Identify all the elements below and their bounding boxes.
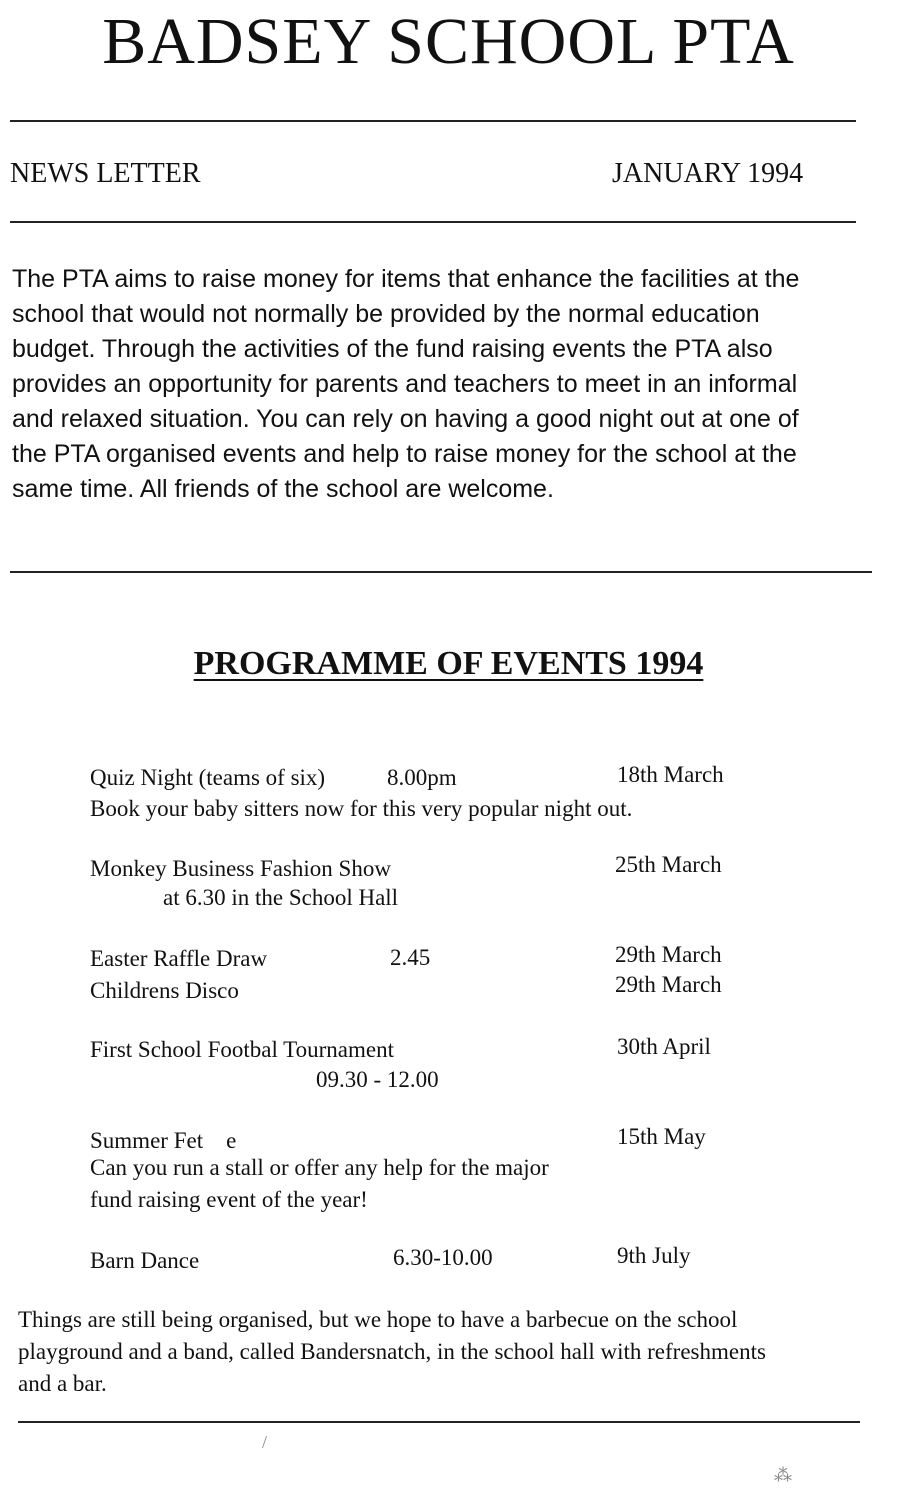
closing-line: playground and a band, called Bandersnatch, in the school hall with refreshments <box>18 1339 766 1364</box>
event-name: Quiz Night (teams of six) <box>90 765 326 790</box>
event-name: First School Footbal Tournament <box>90 1037 394 1062</box>
closing-line: Things are still being organised, but we hope to have a barbecue on the school <box>18 1307 738 1332</box>
intro-line: budget. Through the activities of the fund raising events the PTA also <box>12 335 773 363</box>
intro-paragraph <box>12 262 887 507</box>
newsletter-label: NEWS LETTER <box>10 158 201 189</box>
event-name: Easter Raffle Draw <box>90 946 268 971</box>
event-name: Summer Fet e <box>90 1128 237 1153</box>
event-name: Barn Dance <box>90 1248 200 1273</box>
intro-line: the PTA organised events and help to raise money for the school at the <box>12 440 797 468</box>
newsletter-date: JANUARY 1994 <box>612 158 804 189</box>
intro-line: same time. All friends of the school are welcome. <box>12 475 554 503</box>
event-date: 18th March <box>617 762 724 787</box>
event-note: at 6.30 in the School Hall <box>163 885 399 910</box>
event-note: fund raising event of the year! <box>90 1187 368 1212</box>
scan-mark: / <box>262 1432 268 1452</box>
scan-mark: ⁂ <box>774 1465 792 1485</box>
divider <box>10 120 856 122</box>
divider <box>10 221 856 223</box>
event-name: Childrens Disco <box>90 978 239 1003</box>
event-date: 25th March <box>615 852 722 877</box>
programme-heading <box>0 645 897 683</box>
event-note: Book your baby sitters now for this very popular night out. <box>90 796 633 821</box>
intro-line: school that would not normally be provided by the normal education <box>12 300 760 328</box>
newsletter-title: BADSEY SCHOOL PTA <box>102 5 795 78</box>
intro-line: and relaxed situation. You can rely on having a good night out at one of <box>12 405 799 433</box>
event-date: 29th March <box>615 972 722 997</box>
divider <box>18 1421 860 1423</box>
event-time: 6.30-10.00 <box>393 1245 493 1270</box>
intro-line: provides an opportunity for parents and teachers to meet in an informal <box>12 370 798 398</box>
event-time: 2.45 <box>390 945 431 970</box>
event-date: 15th May <box>617 1124 706 1149</box>
intro-line: The PTA aims to raise money for items that enhance the facilities at the <box>12 265 800 293</box>
divider <box>10 571 872 573</box>
closing-paragraph <box>18 1304 766 1400</box>
programme-heading-text: PROGRAMME OF EVENTS 1994 <box>193 645 704 682</box>
event-date: 29th March <box>615 942 722 967</box>
event-time: 09.30 - 12.00 <box>316 1067 439 1092</box>
event-name: Monkey Business Fashion Show <box>90 856 391 881</box>
event-time: 8.00pm <box>387 765 457 790</box>
event-date: 30th April <box>617 1034 711 1059</box>
closing-line: and a bar. <box>18 1371 107 1396</box>
event-note: Can you run a stall or offer any help for the major <box>90 1155 549 1180</box>
event-date: 9th July <box>617 1243 691 1268</box>
